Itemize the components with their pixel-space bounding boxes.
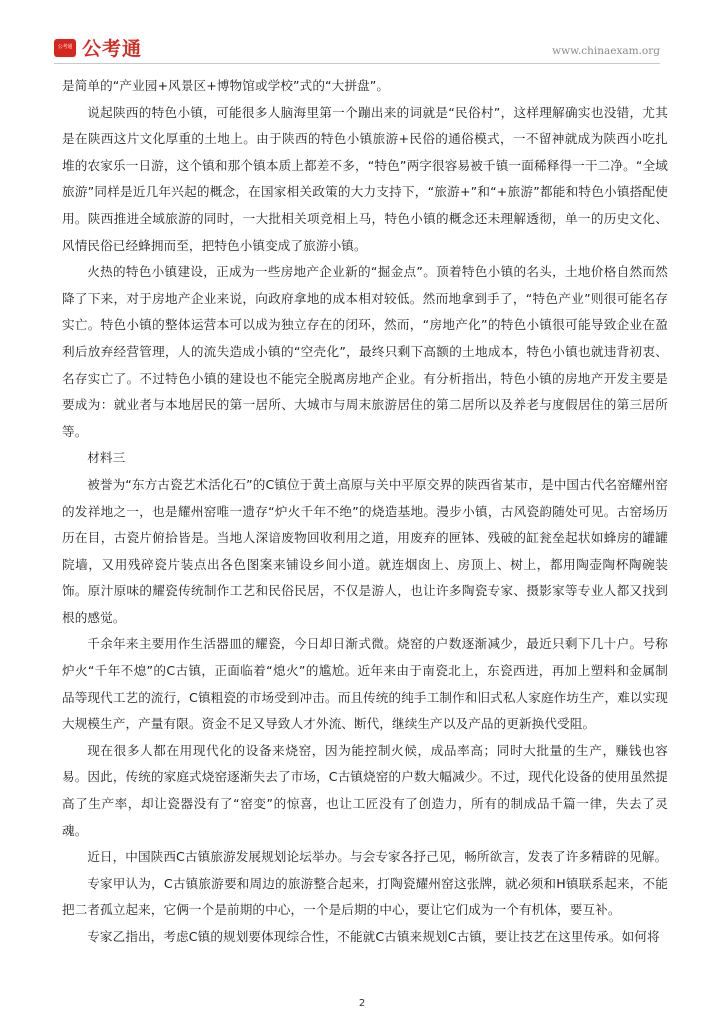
paragraph: 专家乙指出，考虑C镇的规划要体现综合性，不能就C古镇来规划C古镇，要让技艺在这里传承。如何将: [87, 929, 660, 944]
site-logo[interactable]: [54, 34, 142, 61]
logo-badge-icon: [54, 39, 76, 57]
logo-badge-text: 公考通: [57, 44, 73, 50]
paragraph: 千余年来主要用作生活器皿的耀瓷，今日却日渐式微。烧窑的户数逐渐减少，最近只剩下几十户。号称炉火“千年不熄”的C古镇，正面临着“熄火”的尴尬。近年来由于南瓷北上，东瓷西进，再加上塑料和金属制品等现代工艺的流行，C镇粗瓷的市场受到冲击。而且传统的纯手工制作和旧式私人家庭作坊生产，难以实现大规模生产，产量有限。资金不足又导致人才外流、断代，继续生产以及产品的更新换代受阻。: [62, 636, 668, 732]
paragraph: 火热的特色小镇建设，正成为一些房地产企业新的“掘金点”。顶着特色小镇的名头，土地价格自然而然降了下来，对于房地产企业来说，向政府拿地的成本相对较低。然而地拿到手了，“特色产业”则很可能名存实亡。特色小镇的整体运营本可以成为独立存在的闭环，然而，“房地产化”的特色小镇很可能导致企业在盈利后放弃经营管理，人的流失造成小镇的“空壳化”，最终只剩下高额的土地成本，特色小镇也就违背初衷、名存实亡了。不过特色小镇的建设也不能完全脱离房地产企业。有分析指出，特色小镇的房地产开发主要是要成为：就业者与本地居民的第一居所、大城市与周末旅游居住的第二居所以及养老与度假居住的第三居所等。: [62, 264, 668, 439]
document-body: [62, 73, 668, 951]
header-divider: [54, 63, 660, 64]
paragraph: 被誉为“东方古瓷艺术活化石”的C镇位于黄土高原与关中平原交界的陕西省某市，是中国古代名窑耀州窑的发祥地之一，也是耀州窑唯一遗存“炉火千年不绝”的烧造基地。漫步小镇，古风瓷韵随处可见。古窑场历历在目，古瓷片俯拾皆是。当地人深谙废物回收利用之道，用废弃的匣钵、残破的缸瓮垒起状如蜂房的罐罐院墙，又用残碎瓷片装点出各色图案来铺设乡间小道。就连烟囱上、房顶上、树上，都用陶壶陶杯陶碗装饰。原汁原味的耀瓷传统制作工艺和民俗民居，不仅是游人，也让许多陶瓷专家、摄影家等专业人都又找到根的感觉。: [62, 476, 668, 625]
page-number: 2: [358, 998, 366, 1009]
paragraph: 是简单的“产业园+风景区+博物馆或学校”式的“大拼盘”。: [62, 78, 390, 93]
paragraph: 现在很多人都在用现代化的设备来烧窑，因为能控制火候，成品率高；同时大批量的生产，赚钱也容易。因此，传统的家庭式烧窑逐渐失去了市场，C古镇烧窑的户数大幅减少。不过，现代化设备的使用虽然提高了生产率，却让瓷器没有了“窑变”的惊喜，也让工匠没有了创造力，所有的制成品千篇一律，失去了灵魂。: [62, 742, 668, 838]
paragraph: 近日，中国陕西C古镇旅游发展规划论坛举办。与会专家各抒己见，畅所欲言，发表了许多精辟的见解。: [87, 849, 668, 865]
page-header: [0, 0, 724, 64]
site-url[interactable]: www.chinaexam.org: [552, 45, 660, 57]
paragraph: 专家甲认为，C古镇旅游要和周边的旅游整合起来，打陶瓷耀州窑这张牌，就必须和H镇联系起来，不能把二者孤立起来，它俩一个是前期的中心，一个是后期的中心，要让它们成为一个有机体，要互补。: [62, 875, 668, 918]
section-heading: 材料三: [87, 450, 126, 466]
paragraph: 说起陕西的特色小镇，可能很多人脑海里第一个蹦出来的词就是“民俗村”，这样理解确实也没错，尤其是在陕西这片文化厚重的土地上。由于陕西的特色小镇旅游+民俗的通俗模式，一不留神就成为陕西小吃扎堆的农家乐一日游，这个镇和那个镇本质上都差不多，“特色”两字很容易被千镇一面稀释得一干二净。“全域旅游”同样是近几年兴起的概念，在国家相关政策的大力支持下，“旅游+”和“+旅游”都能和特色小镇搭配使用。陕西推进全域旅游的同时，一大批相关项竞相上马，特色小镇的概念还未理解透彻，单一的历史文化、风情民俗已经蜂拥而至，把特色小镇变成了旅游小镇。: [62, 104, 668, 253]
logo-text: 公考通: [82, 38, 143, 60]
